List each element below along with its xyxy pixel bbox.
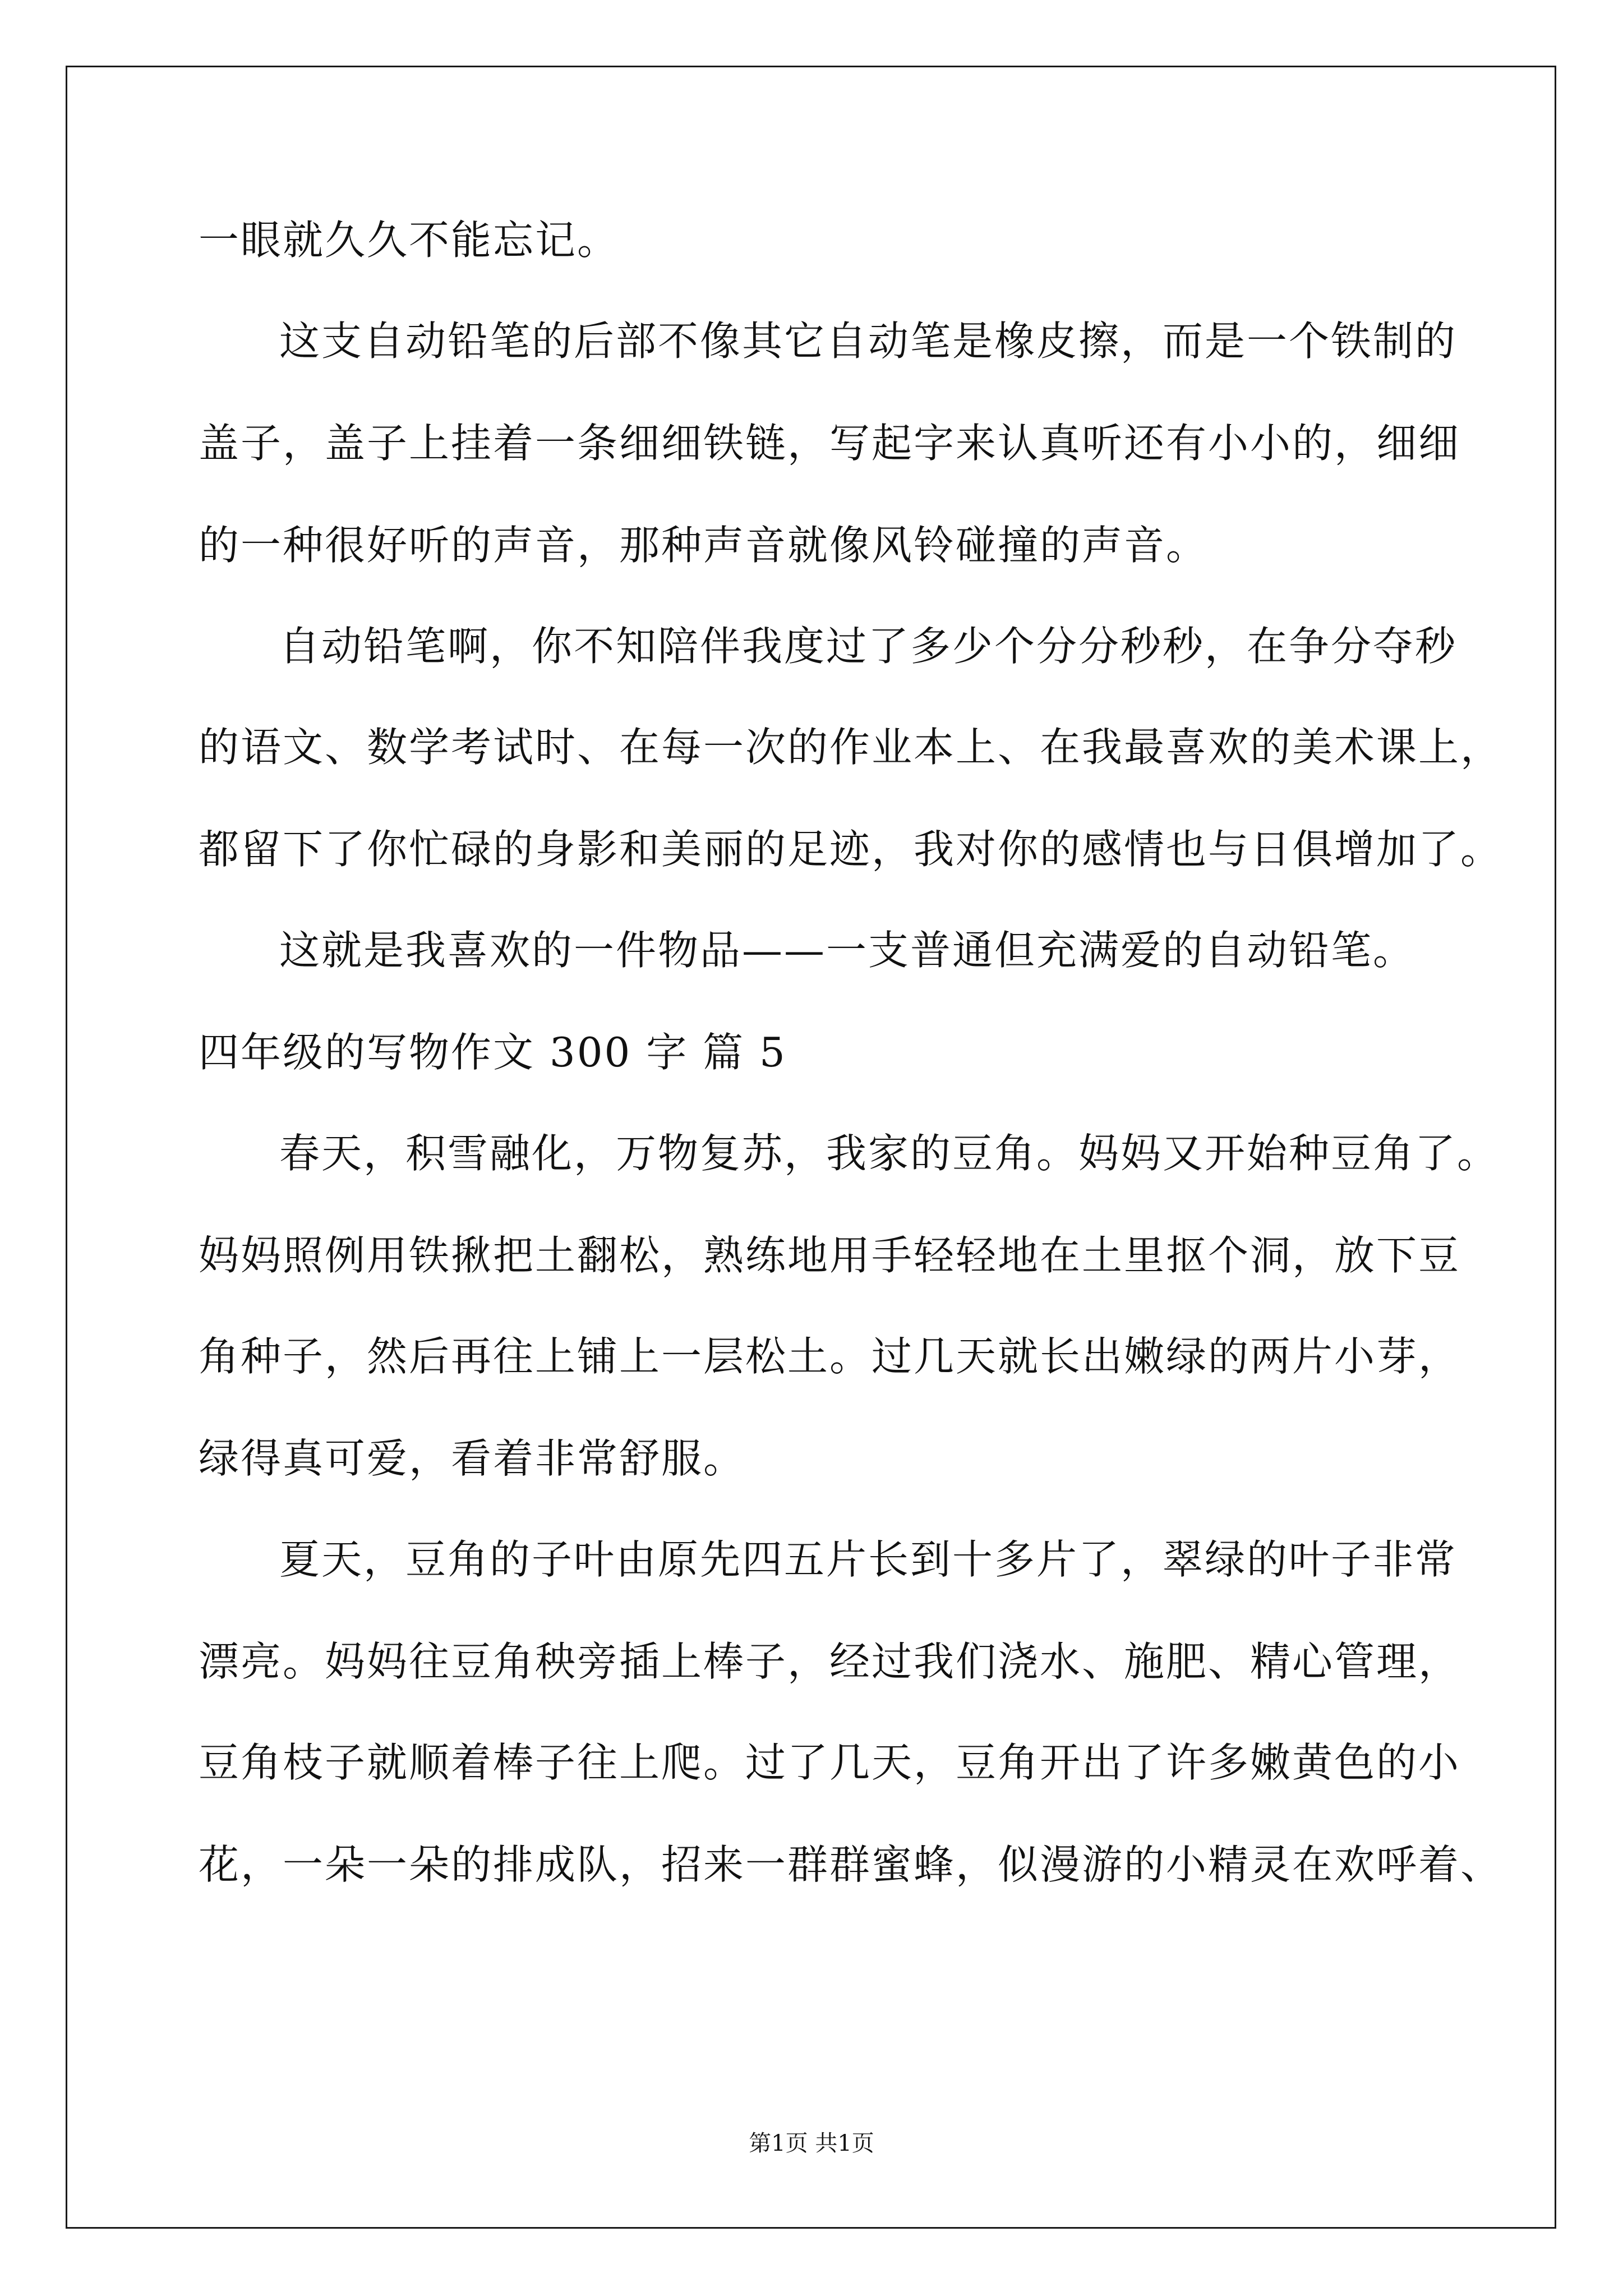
text-line: 一眼就久久不能忘记。 xyxy=(199,217,620,264)
section-heading: 四年级的写物作文 300 字 篇 5 xyxy=(199,1029,787,1076)
paragraph-start-line: 夏天，豆角的子叶由原先四五片长到十多片了，翠绿的叶子非常 xyxy=(279,1536,1458,1583)
paragraph-start-line: 春天，积雪融化，万物复苏，我家的豆角。妈妈又开始种豆角了。 xyxy=(279,1130,1500,1177)
text-line: 妈妈照例用铁揪把土翻松，熟练地用手轻轻地在土里抠个洞，放下豆 xyxy=(199,1232,1461,1279)
text-line: 的语文、数学考试时、在每一次的作业本上、在我最喜欢的美术课上， xyxy=(199,724,1503,771)
text-line: 角种子，然后再往上铺上一层松土。过几天就长出嫩绿的两片小芽， xyxy=(199,1333,1461,1380)
page-number-footer: 第1页 共1页 xyxy=(749,2131,874,2156)
text-line: 漂亮。妈妈往豆角秧旁插上棒子，经过我们浇水、施肥、精心管理， xyxy=(199,1638,1461,1685)
text-line: 绿得真可爱，看着非常舒服。 xyxy=(199,1435,746,1482)
paragraph-start-line: 自动铅笔啊，你不知陪伴我度过了多少个分分秒秒，在争分夺秒 xyxy=(279,623,1458,670)
text-line: 花，一朵一朵的排成队，招来一群群蜜蜂，似漫游的小精灵在欢呼着、 xyxy=(199,1841,1503,1888)
paragraph-start-line: 这就是我喜欢的一件物品——一支普通但充满爱的自动铅笔。 xyxy=(279,927,1415,974)
paragraph-start-line: 这支自动铅笔的后部不像其它自动笔是橡皮擦，而是一个铁制的 xyxy=(279,318,1458,365)
text-line: 豆角枝子就顺着棒子往上爬。过了几天，豆角开出了许多嫩黄色的小 xyxy=(199,1739,1461,1786)
text-line: 都留下了你忙碌的身影和美丽的足迹，我对你的感情也与日俱增加了。 xyxy=(199,826,1503,873)
text-line: 的一种很好听的声音，那种声音就像风铃碰撞的声音。 xyxy=(199,522,1209,569)
text-line: 盖子，盖子上挂着一条细细铁链，写起字来认真听还有小小的，细细 xyxy=(199,420,1461,467)
